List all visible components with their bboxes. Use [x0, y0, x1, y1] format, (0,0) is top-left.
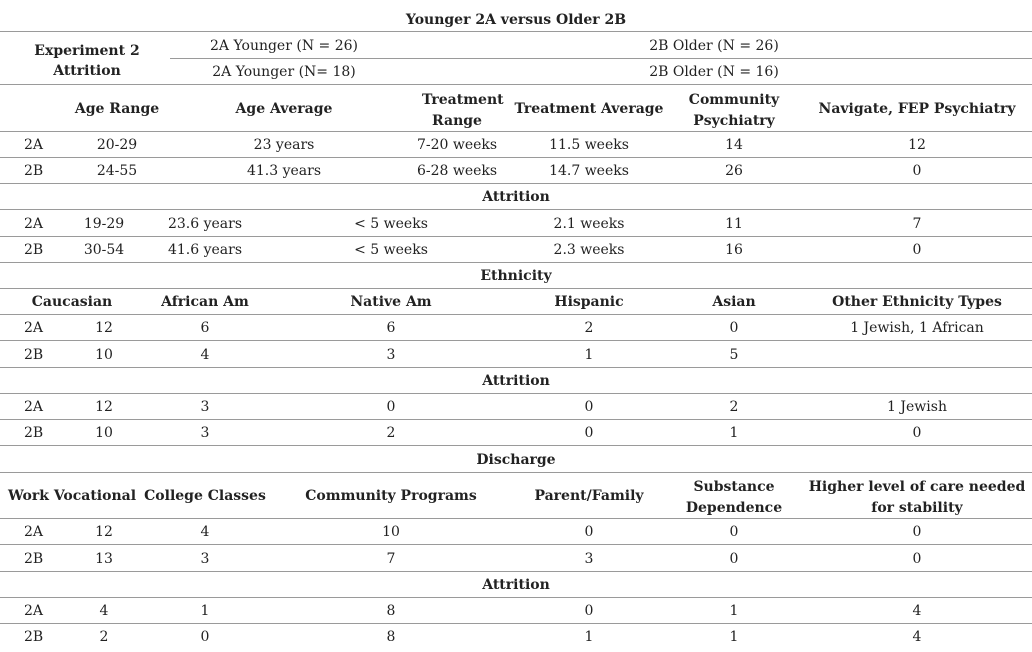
cell: 6	[200, 320, 210, 336]
cell: 6	[386, 320, 396, 336]
divider	[0, 31, 1032, 32]
cell: 16	[725, 242, 743, 258]
cell: 4	[912, 603, 922, 619]
cell: 1	[584, 629, 594, 645]
cell: 12	[95, 320, 113, 336]
cell: 10	[95, 347, 113, 363]
group-label: 2A	[24, 137, 44, 153]
col-header: Higher level of care needed for stability	[808, 479, 1026, 516]
cell: 3	[584, 551, 594, 567]
divider	[0, 518, 1032, 519]
col-header: Age Range	[74, 101, 160, 117]
cell: 4	[200, 524, 210, 540]
divider	[0, 236, 1032, 237]
cell: < 5 weeks	[354, 242, 428, 258]
cell: 2	[584, 320, 594, 336]
col-header: Treatment Range	[422, 92, 504, 129]
cell: 3	[200, 425, 210, 441]
cell: 3	[200, 551, 210, 567]
col-header: Caucasian	[31, 294, 113, 310]
col-header: Other Ethnicity Types	[832, 294, 1002, 310]
cell: 8	[386, 629, 396, 645]
cell: 4	[200, 347, 210, 363]
cell: 0	[584, 425, 594, 441]
divider	[0, 288, 1032, 289]
cell: 8	[386, 603, 396, 619]
cell: 2	[386, 425, 396, 441]
cell: 26	[725, 163, 743, 179]
divider	[0, 131, 1032, 132]
divider	[0, 157, 1032, 158]
cell: 0	[729, 320, 739, 336]
cell: 0	[584, 524, 594, 540]
divider	[0, 393, 1032, 394]
group-label: 2B	[24, 551, 44, 567]
group-label: 2B	[24, 629, 44, 645]
cell: 24-55	[96, 163, 138, 179]
cell: 3	[200, 399, 210, 415]
cell: 10	[382, 524, 400, 540]
cell: 0	[729, 524, 739, 540]
cell: 1	[729, 425, 739, 441]
group-label: 2B	[24, 163, 44, 179]
cell: 7-20 weeks	[416, 137, 498, 153]
section-label-attrition: Attrition	[482, 189, 550, 205]
cell: 7	[912, 216, 922, 232]
cell: 14.7 weeks	[549, 163, 629, 179]
group-label: 2B	[24, 425, 44, 441]
col-header: Navigate, FEP Psychiatry	[818, 101, 1016, 117]
divider	[0, 367, 1032, 368]
cell: 1	[200, 603, 210, 619]
cell: 2	[99, 629, 109, 645]
col-header: Asian	[712, 294, 756, 310]
cell: < 5 weeks	[354, 216, 428, 232]
cell: 0	[912, 163, 922, 179]
cell: 0	[584, 603, 594, 619]
group-label: 2A	[24, 524, 44, 540]
section-label-attrition: Attrition	[482, 577, 550, 593]
cell: 19-29	[83, 216, 125, 232]
divider	[0, 183, 1032, 184]
divider	[0, 340, 1032, 341]
group-label: 2A	[24, 320, 44, 336]
cell: 30-54	[83, 242, 125, 258]
divider	[0, 597, 1032, 598]
cell: 0	[200, 629, 210, 645]
divider	[0, 262, 1032, 263]
cell: 20-29	[96, 137, 138, 153]
cell: 3	[386, 347, 396, 363]
cell: 0	[912, 425, 922, 441]
cell: 11	[725, 216, 743, 232]
divider	[0, 314, 1032, 315]
cell: 12	[95, 399, 113, 415]
cell: 2.1 weeks	[553, 216, 625, 232]
cell: 0	[912, 551, 922, 567]
older-attrition-n: 2B Older (N = 16)	[649, 64, 779, 80]
divider	[0, 445, 1032, 446]
cell: 23 years	[253, 137, 315, 153]
cell: 10	[95, 425, 113, 441]
col-header: African Am	[161, 294, 249, 310]
younger-attrition-n: 2A Younger (N= 18)	[212, 64, 356, 80]
divider	[0, 84, 1032, 85]
section-label-attrition: Attrition	[482, 373, 550, 389]
table-title: Younger 2A versus Older 2B	[405, 12, 627, 28]
cell: 1 Jewish, 1 African	[850, 320, 984, 336]
cell: 1	[584, 347, 594, 363]
cell: 12	[95, 524, 113, 540]
cell: 0	[912, 524, 922, 540]
col-header: Community Programs	[305, 488, 477, 504]
group-label: 2B	[24, 242, 44, 258]
col-header: Treatment Average	[514, 101, 664, 117]
divider	[0, 623, 1032, 624]
cell: 6-28 weeks	[416, 163, 498, 179]
cell: 0	[729, 551, 739, 567]
cell: 1	[729, 629, 739, 645]
divider	[0, 472, 1032, 473]
cell: 41.3 years	[246, 163, 322, 179]
divider	[0, 544, 1032, 545]
group-label: 2A	[24, 603, 44, 619]
col-header: Work Vocational	[7, 488, 137, 504]
cell: 41.6 years	[167, 242, 243, 258]
divider	[0, 209, 1032, 210]
col-header: Native Am	[350, 294, 432, 310]
cell: 12	[908, 137, 926, 153]
section-label-discharge: Discharge	[476, 452, 556, 468]
group-label: 2A	[24, 399, 44, 415]
col-header: College Classes	[144, 488, 266, 504]
cell: 1	[729, 603, 739, 619]
older-n: 2B Older (N = 26)	[649, 38, 779, 54]
col-header: Age Average	[235, 101, 333, 117]
younger-n: 2A Younger (N = 26)	[210, 38, 358, 54]
cell: 11.5 weeks	[549, 137, 629, 153]
cell: 4	[912, 629, 922, 645]
divider	[170, 58, 1032, 59]
col-header: Hispanic	[554, 294, 624, 310]
cell: 2	[729, 399, 739, 415]
group-label: 2A	[24, 216, 44, 232]
divider	[0, 419, 1032, 420]
table-title-row	[0, 10, 1032, 30]
cell: 0	[912, 242, 922, 258]
group-label: 2B	[24, 347, 44, 363]
cell: 4	[99, 603, 109, 619]
cell: 13	[95, 551, 113, 567]
cell: 2.3 weeks	[553, 242, 625, 258]
cell: 7	[386, 551, 396, 567]
cell: 0	[386, 399, 396, 415]
col-header: Parent/Family	[534, 488, 644, 504]
cell: 0	[584, 399, 594, 415]
divider	[0, 571, 1032, 572]
cell: 1 Jewish	[887, 399, 947, 415]
col-header: Community Psychiatry	[688, 92, 780, 129]
cell: 23.6 years	[167, 216, 243, 232]
section-label-ethnicity: Ethnicity	[480, 268, 552, 284]
experiment-label: Experiment 2 Attrition	[34, 43, 140, 79]
cell: 5	[729, 347, 739, 363]
cell: 14	[725, 137, 743, 153]
col-header: Substance Dependence	[685, 479, 783, 516]
